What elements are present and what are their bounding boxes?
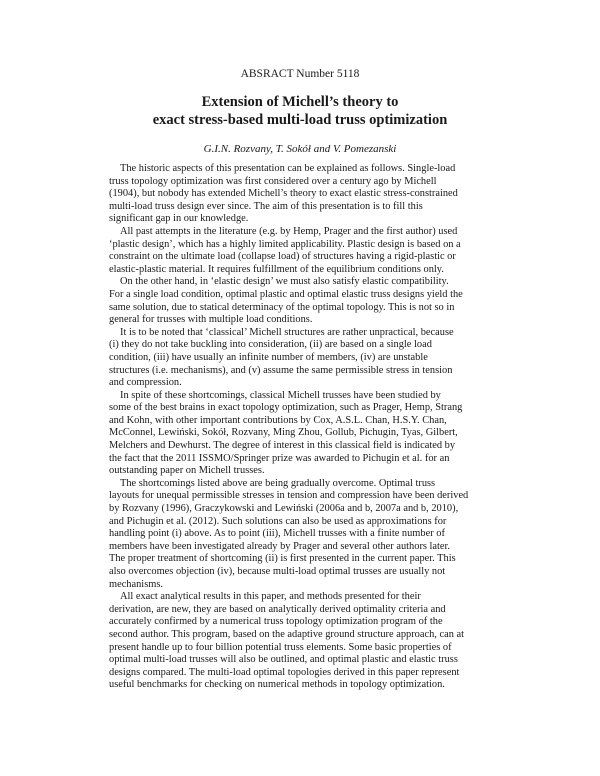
- text-line: and compression.: [109, 377, 182, 389]
- text-line: elastic-plastic material. It requires fulfillment of the equilibrium conditions only.: [109, 263, 444, 275]
- text-line: the fact that the 2011 ISSMO/Springer prize was awarded to Pichugin et al. for an: [109, 452, 450, 464]
- paragraph: [109, 478, 490, 591]
- text-line: same solution, due to statical determinacy of the optimal topology. This is not so in: [109, 301, 455, 313]
- text-line: The historic aspects of this presentation can be explained as follows. Single-load: [120, 163, 456, 174]
- text-line: (1904), but nobody has extended Michell’s theory to exact elastic stress-constrained: [109, 188, 458, 200]
- text-line: (i) they do not take buckling into consideration, (ii) are based on a single load: [109, 339, 432, 351]
- text-line: by Rozvany (1996), Graczykowski and Lewiński (2006a and b, 2007a and b, 2010),: [109, 503, 459, 515]
- text-line: The proper treatment of shortcoming (ii) is first presented in the current paper. This: [109, 553, 456, 565]
- text-line: present handle up to four billion potential truss elements. Some basic properties of: [109, 641, 452, 653]
- abstract-body: [109, 163, 490, 692]
- text-line: significant gap in our knowledge.: [109, 213, 249, 225]
- text-line: multi-load truss design ever since. The aim of this presentation is to fill this: [109, 200, 423, 212]
- text-line: constraint on the ultimate load (collapse load) of structures having a rigid-plastic or: [109, 251, 456, 263]
- text-line: useful benchmarks for checking on numerical methods in topology optimization.: [109, 679, 445, 691]
- text-line: condition, (iii) have usually an infinite number of members, (iv) are unstable: [109, 351, 428, 363]
- text-line: On the other hand, in ‘elastic design’ we must also satisfy elastic compatibility.: [120, 276, 449, 288]
- text-line: members have been investigated already by Prager and several other authors later.: [109, 540, 451, 552]
- author-list: G.I.N. Rozvany, T. Sokół and V. Pomezanski: [203, 143, 397, 155]
- text-line: derivation, are new, they are based on analytically derived optimality criteria and: [109, 603, 446, 615]
- title-line-1: Extension of Michell’s theory to: [201, 94, 399, 110]
- text-line: The shortcomings listed above are being gradually overcome. Optimal truss: [120, 477, 436, 489]
- text-line: accurately confirmed by a numerical truss topology optimization program of the: [109, 616, 443, 628]
- paper-title: [0, 93, 600, 129]
- text-line: McConnel, Lewiński, Sokół, Rozvany, Ming Zhou, Gollub, Pichugin, Tyas, Gilbert,: [109, 427, 458, 439]
- text-line: truss topology optimization was first considered over a century ago by Michell: [109, 175, 437, 187]
- text-line: structures (i.e. mechanisms), and (v) assume the same permissible stress in tension: [109, 364, 453, 376]
- text-line: All exact analytical results in this paper, and methods presented for their: [120, 591, 421, 603]
- text-line: For a single load condition, optimal plastic and optimal elastic truss designs yield the: [109, 288, 463, 300]
- text-line: All past attempts in the literature (e.g. by Hemp, Prager and the first author) used: [120, 225, 458, 237]
- paragraph: [109, 276, 490, 326]
- paragraph: [109, 226, 490, 276]
- title-line-2: exact stress-based multi-load truss optimization: [152, 112, 448, 128]
- text-line: outstanding paper on Michell trusses.: [109, 465, 265, 477]
- abstract-number: ABSRACT Number 5118: [240, 68, 360, 80]
- text-line: ‘plastic design’, which has a highly limited applicability. Plastic design is based on a: [109, 238, 461, 250]
- text-line: designs compared. The multi-load optimal topologies derived in this paper represent: [109, 666, 460, 678]
- text-line: and Pichugin et al. (2012). Such solutions can also be used as approximations for: [109, 515, 447, 527]
- text-line: In spite of these shortcomings, classical Michell trusses have been studied by: [120, 389, 441, 401]
- paragraph: [109, 591, 490, 692]
- paragraph: [109, 327, 490, 390]
- text-line: Melchers and Dewhurst. The degree of interest in this classical field is indicated by: [109, 440, 456, 452]
- text-line: and Kohn, with other important contributions by Cox, A.S.L. Chan, H.S.Y. Chan,: [109, 414, 447, 426]
- text-line: optimal multi-load trusses will also be outlined, and optimal plastic and elastic truss: [109, 654, 458, 666]
- text-line: It is to be noted that ‘classical’ Michell structures are rather unpractical, because: [120, 326, 454, 338]
- text-line: also overcomes objection (iv), because multi-load optimal trusses are usually not: [109, 566, 446, 577]
- text-line: layouts for unequal permissible stresses in tension and compression have been derived: [109, 490, 469, 502]
- text-line: second author. This program, based on the adaptive ground structure approach, can at: [109, 628, 464, 640]
- paragraph: [109, 390, 490, 478]
- text-line: general for trusses with multiple load conditions.: [109, 314, 313, 326]
- paragraph: [109, 163, 490, 226]
- text-line: handling point (i) above. As to point (iii), Michell trusses with a finite number of: [109, 528, 445, 540]
- text-line: mechanisms.: [109, 578, 163, 590]
- text-line: some of the best brains in exact topology optimization, such as Prager, Hemp, Strang: [109, 402, 463, 414]
